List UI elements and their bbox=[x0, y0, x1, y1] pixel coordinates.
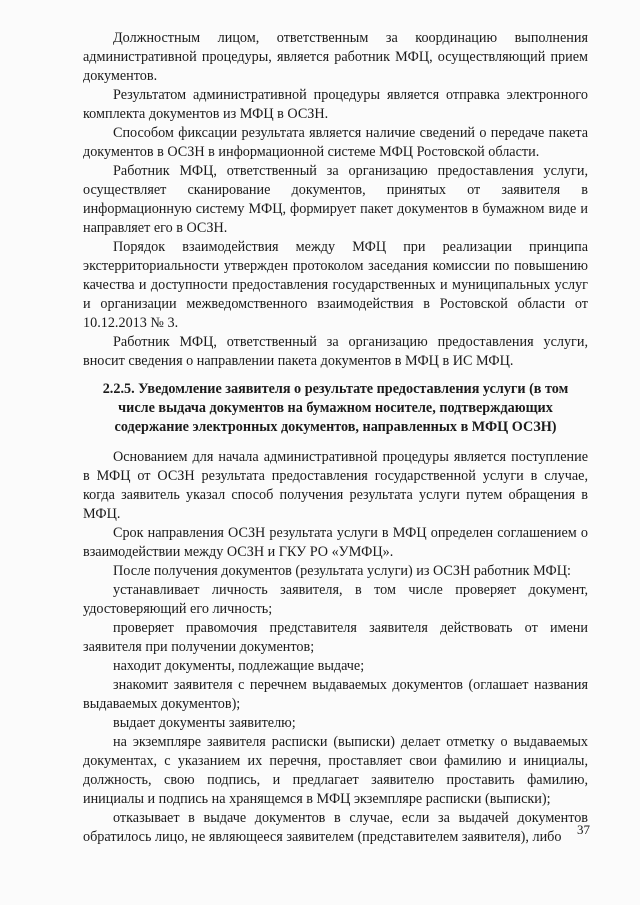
paragraph: Срок направления ОСЗН результата услуги в МФЦ определен соглашением о взаимодействии между ОСЗН и ГКУ РО «УМФЦ». bbox=[83, 525, 588, 560]
list-item: находит документы, подлежащие выдаче; bbox=[113, 658, 365, 674]
list-item: устанавливает личность заявителя, в том числе проверяет документ, удостоверяющий его личность; bbox=[83, 582, 588, 617]
paragraph: Основанием для начала административной процедуры является поступление в МФЦ от ОСЗН результата предоставления государственной услуги в случае, когда заявитель указал способ получения результата услуги путем обращения в МФЦ. bbox=[83, 449, 588, 522]
paragraph: Работник МФЦ, ответственный за организацию предоставления услуги, осуществляет сканирование документов, принятых от заявителя в информационную систему МФЦ, формирует пакет документов в бумажном виде и направляет его в ОСЗН. bbox=[83, 163, 588, 236]
paragraph: Способом фиксации результата является наличие сведений о передаче пакета документов в ОСЗН в информационной системе МФЦ Ростовской области. bbox=[83, 125, 588, 160]
paragraph: Работник МФЦ, ответственный за организацию предоставления услуги, вносит сведения о направлении пакета документов в МФЦ в ИС МФЦ. bbox=[83, 334, 588, 369]
list-item: отказывает в выдаче документов в случае, если за выдачей документов обратилось лицо, не являющееся заявителем (представителем заявителя), либо bbox=[83, 810, 588, 845]
list-item: выдает документы заявителю; bbox=[113, 715, 296, 731]
paragraph: Порядок взаимодействия между МФЦ при реализации принципа экстерриториальности утвержден протоколом заседания комиссии по повышению качества и доступности предоставления государственных и муниципальных услуг и организации межведомственного взаимодействия в Ростовской области от 10.12.2013 № 3. bbox=[83, 239, 588, 331]
list-item: проверяет правомочия представителя заявителя действовать от имени заявителя при получении документов; bbox=[83, 620, 588, 655]
list-item: на экземпляре заявителя расписки (выписки) делает отметку о выдаваемых документах, с указанием их перечня, проставляет свои фамилию и инициалы, должность, свою подпись, и предлагает заявителю проставить фамилию, инициалы и подпись на хранящемся в МФЦ экземпляре расписки (выписки); bbox=[83, 734, 588, 807]
text-block-bottom bbox=[83, 448, 588, 847]
list-item: знакомит заявителя с перечнем выдаваемых документов (оглашает названия выдаваемых документов); bbox=[83, 677, 588, 712]
text-block-top bbox=[83, 29, 588, 371]
paragraph: Результатом административной процедуры является отправка электронного комплекта документов из МФЦ в ОСЗН. bbox=[83, 87, 588, 122]
paragraph: Должностным лицом, ответственным за координацию выполнения административной процедуры, является работник МФЦ, осуществляющий прием документов. bbox=[83, 30, 588, 84]
page-number: 37 bbox=[577, 822, 590, 837]
paragraph: После получения документов (результата услуги) из ОСЗН работник МФЦ: bbox=[113, 563, 571, 579]
section-heading: 2.2.5. Уведомление заявителя о результате предоставления услуги (в том числе выдача документов на бумажном носителе, подтверждающих содержание электронных документов, направленных в МФЦ ОСЗН) bbox=[102, 381, 569, 435]
